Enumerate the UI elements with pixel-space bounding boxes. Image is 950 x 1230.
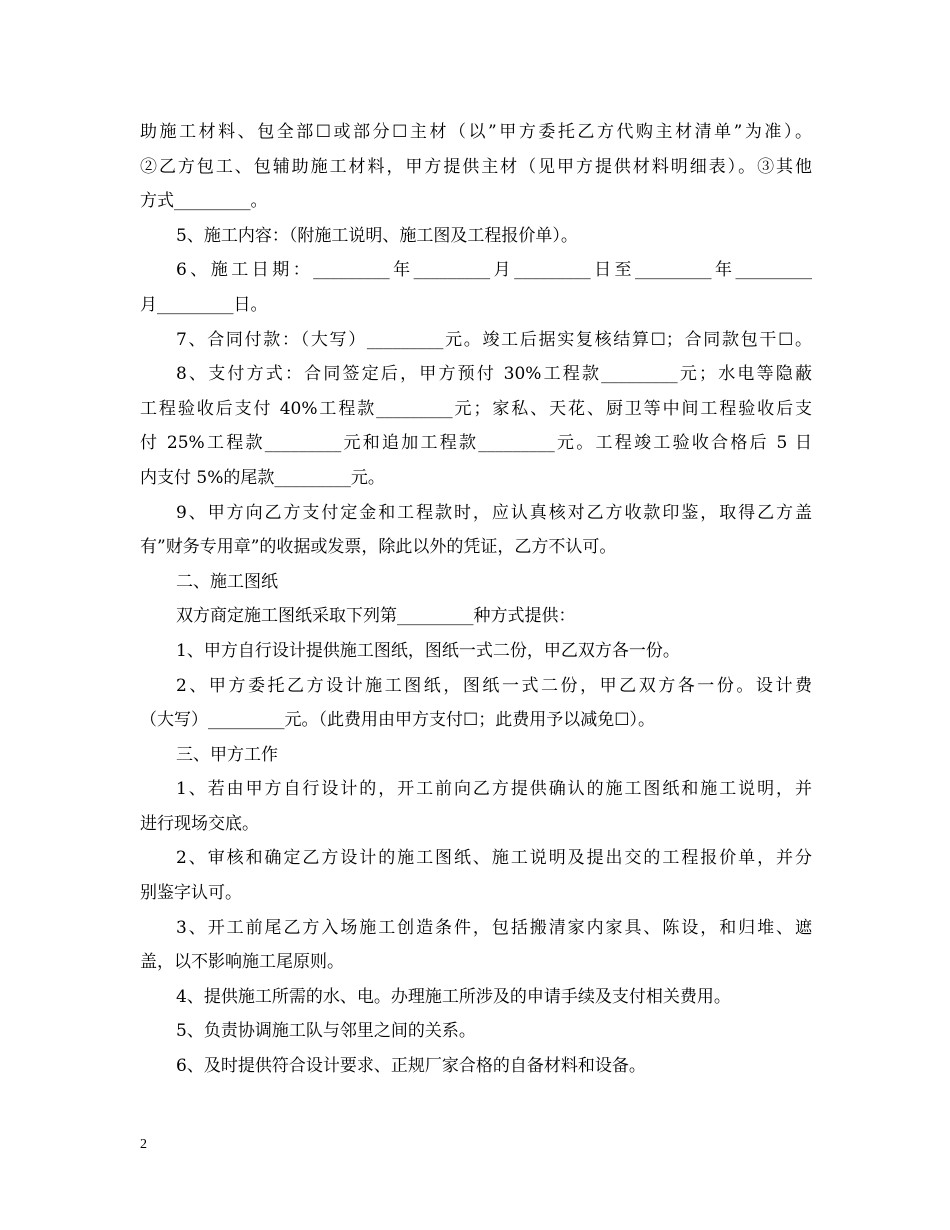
document-body (140, 117, 812, 1086)
text-line: 方式_________。 (140, 191, 268, 212)
text-line: 5、负责协调施工队与邻里之间的关系。 (176, 1021, 476, 1042)
text-line: 8、支付方式：合同签定后，甲方预付 30%工程款_________元；水电等隐蔽 (176, 364, 812, 385)
text-line: 2、甲方委托乙方设计施工图纸，图纸一式二份，甲乙双方各一份。设计费 (176, 675, 812, 696)
text-line: 别鉴字认可。 (140, 883, 242, 904)
text-line: （大写）_________元。（此费用由甲方支付☐；此费用予以减免☐）。 (140, 710, 655, 731)
text-line: ②乙方包工、包辅助施工材料，甲方提供主材（见甲方提供材料明细表）。③其他 (140, 156, 812, 177)
section-heading: 二、施工图纸 (176, 571, 278, 592)
text-line: 6、施工日期：_________年_________月_________日至_________年_________ (176, 260, 812, 281)
page-number: 2 (140, 1137, 147, 1152)
text-line: 工程验收后支付 40%工程款_________元；家私、天花、厨卫等中间工程验收后支 (140, 398, 812, 419)
text-line: 1、若由甲方自行设计的，开工前向乙方提供确认的施工图纸和施工说明，并 (176, 779, 812, 800)
text-line: 9、甲方向乙方支付定金和工程款时，应认真核对乙方收款印鉴，取得乙方盖 (176, 502, 812, 523)
text-line: 3、开工前尾乙方入场施工创造条件，包括搬清家内家具、陈设，和归堆、遮 (176, 917, 812, 938)
text-line: 助施工材料、包全部☐或部分☐主材（以”甲方委托乙方代购主材清单”为准）。 (140, 122, 812, 142)
text-line: 2、审核和确定乙方设计的施工图纸、施工说明及提出交的工程报价单，并分 (176, 848, 812, 869)
text-line: 付 25%工程款_________元和追加工程款_________元。工程竣工验收合格后 5 日 (140, 433, 812, 454)
text-line: 月_________日。 (140, 294, 268, 315)
text-line: 4、提供施工所需的水、电。办理施工所涉及的申请手续及支付相关费用。 (176, 986, 731, 1007)
text-line: 盖，以不影响施工尾原则。 (140, 952, 344, 973)
text-line: 内支付 5%的尾款_________元。 (140, 467, 385, 488)
text-line: 进行现场交底。 (140, 813, 259, 834)
text-line: 5、施工内容：（附施工说明、施工图及工程报价单）。 (176, 225, 578, 246)
section-heading: 三、甲方工作 (176, 744, 278, 765)
text-line: 有”财务专用章”的收据或发票，除此以外的凭证，乙方不认可。 (140, 537, 617, 558)
text-line: 双方商定施工图纸采取下列第_________种方式提供： (176, 606, 576, 627)
text-line: 7、合同付款：（大写）_________元。竣工后据实复核结算☐；合同款包干☐。 (176, 329, 812, 350)
text-line: 1、甲方自行设计提供施工图纸，图纸一式二份，甲乙双方各一份。 (176, 640, 680, 661)
text-line: 6、及时提供符合设计要求、正规厂家合格的自备材料和设备。 (176, 1056, 646, 1077)
